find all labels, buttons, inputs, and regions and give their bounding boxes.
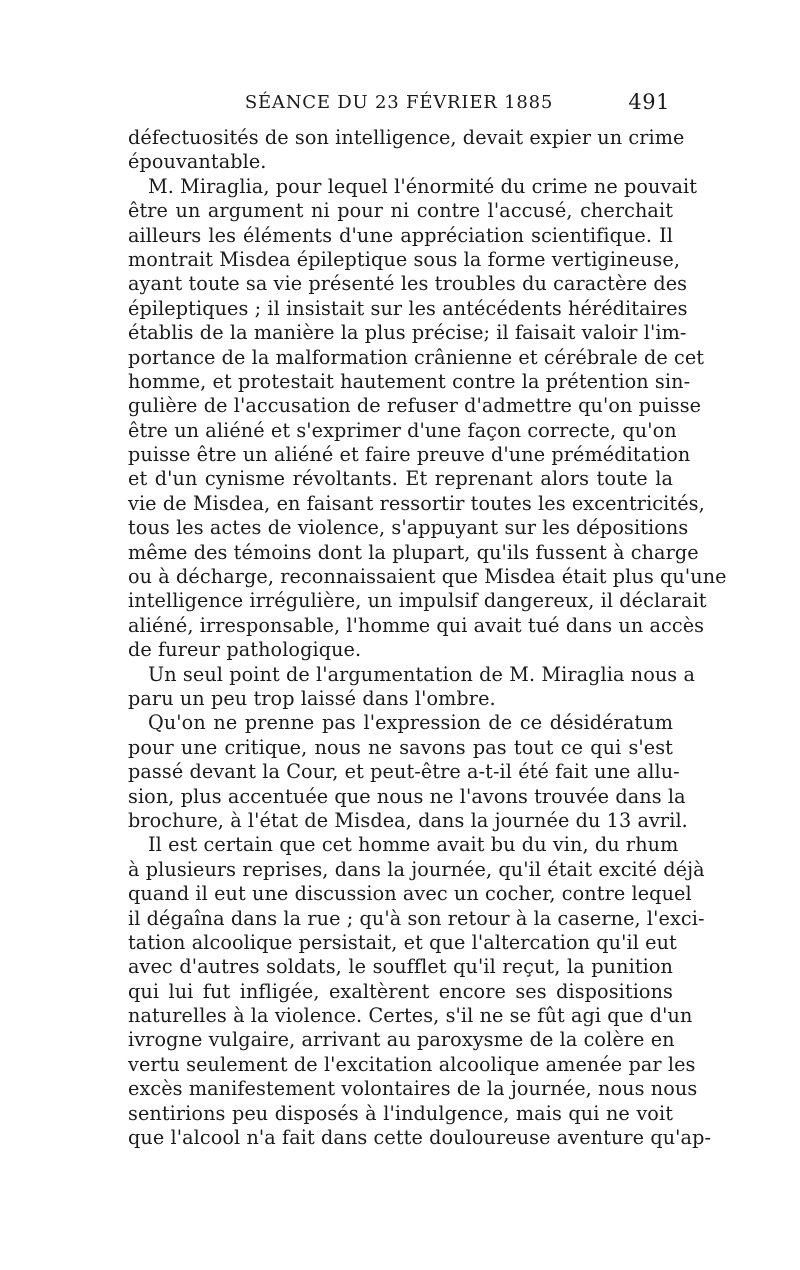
running-title: SÉANCE DU 23 FÉVRIER 1885 <box>244 92 554 113</box>
text-line: puisse être un aliéné et faire preuve d'une préméditation <box>128 443 691 467</box>
text-line: intelligence irrégulière, un impulsif dangereux, il déclarait <box>128 589 707 613</box>
text-line: qui lui fut infligée, exaltèrent encore ses dispositions <box>128 979 673 1003</box>
text-line: que l'alcool n'a fait dans cette douloureuse aventure qu'ap- <box>128 1126 712 1150</box>
text-line: établis de la manière la plus précise; il faisait valoir l'im- <box>128 321 687 345</box>
text-line: ou à décharge, reconnaissaient que Misdea était plus qu'une <box>128 565 727 589</box>
text-line: vie de Misdea, en faisant ressortir toutes les excentricités, <box>128 491 705 515</box>
text-line: Il est certain que cet homme avait bu du vin, du rhum <box>148 833 679 857</box>
text-line: montrait Misdea épileptique sous la forme vertigineuse, <box>128 247 681 271</box>
text-line: paru un peu trop laissé dans l'ombre. <box>128 686 496 710</box>
text-line: être un aliéné et s'exprimer d'une façon correcte, qu'on <box>128 418 677 442</box>
text-line: ivrogne vulgaire, arrivant au paroxysme de la colère en <box>128 1028 675 1052</box>
text-line: Un seul point de l'argumentation de M. Miraglia nous a <box>148 662 695 686</box>
text-line: excès manifestement volontaires de la journée, nous nous <box>128 1077 698 1101</box>
text-line: à plusieurs reprises, dans la journée, qu'il était excité déjà <box>128 857 705 881</box>
page-number: 491 <box>628 90 670 114</box>
text-line: passé devant la Cour, et peut-être a-t-il été fait une allu- <box>128 760 680 784</box>
text-line: ailleurs les éléments d'une appréciation scientifique. Il <box>128 223 673 247</box>
text-line: être un argument ni pour ni contre l'accusé, cherchait <box>128 199 673 223</box>
text-line: avec d'autres soldats, le soufflet qu'il reçut, la punition <box>128 955 673 979</box>
text-line: tation alcoolique persistait, et que l'altercation qu'il eut <box>128 930 677 954</box>
text-line: naturelles à la violence. Certes, s'il ne se fût agi que d'un <box>128 1004 693 1028</box>
text-line: il dégaîna dans la rue ; qu'à son retour à la caserne, l'exci- <box>128 906 705 930</box>
text-line: et d'un cynisme révoltants. Et reprenant alors toute la <box>128 467 673 491</box>
text-line: sion, plus accentuée que nous ne l'avons trouvée dans la <box>128 784 686 808</box>
text-line: vertu seulement de l'excitation alcoolique amenée par les <box>128 1052 696 1076</box>
text-line: défectuosités de son intelligence, devait expier un crime <box>128 126 685 149</box>
text-line: homme, et protestait hautement contre la prétention sin- <box>128 369 691 393</box>
text-line: gulière de l'accusation de refuser d'admettre qu'on puisse <box>128 394 702 418</box>
text-line: pour une critique, nous ne savons pas tout ce qui s'est <box>128 735 673 759</box>
text-body <box>128 126 727 1150</box>
text-line: M. Miraglia, pour lequel l'énormité du crime ne pouvait <box>148 174 698 198</box>
text-line: portance de la malformation crânienne et cérébrale de cet <box>128 345 705 369</box>
text-line: tous les actes de violence, s'appuyant sur les dépositions <box>128 516 689 540</box>
text-line: quand il eut une discussion avec un cocher, contre lequel <box>128 882 692 906</box>
text-line: brochure, à l'état de Misdea, dans la journée du 13 avril. <box>128 808 688 832</box>
text-line: sentirions peu disposés à l'indulgence, mais qui ne voit <box>128 1101 673 1125</box>
text-line: ayant toute sa vie présenté les troubles du caractère des <box>128 272 688 296</box>
text-line: épileptiques ; il insistait sur les antécédents héréditaires <box>128 296 688 320</box>
text-line: aliéné, irresponsable, l'homme qui avait tué dans un accès <box>128 613 705 637</box>
text-line: Qu'on ne prenne pas l'expression de ce désidératum <box>148 711 673 735</box>
text-line: épouvantable. <box>128 150 267 174</box>
text-line: même des témoins dont la plupart, qu'ils fussent à charge <box>128 540 699 564</box>
running-head <box>128 90 670 120</box>
text-line: de fureur pathologique. <box>128 638 362 662</box>
